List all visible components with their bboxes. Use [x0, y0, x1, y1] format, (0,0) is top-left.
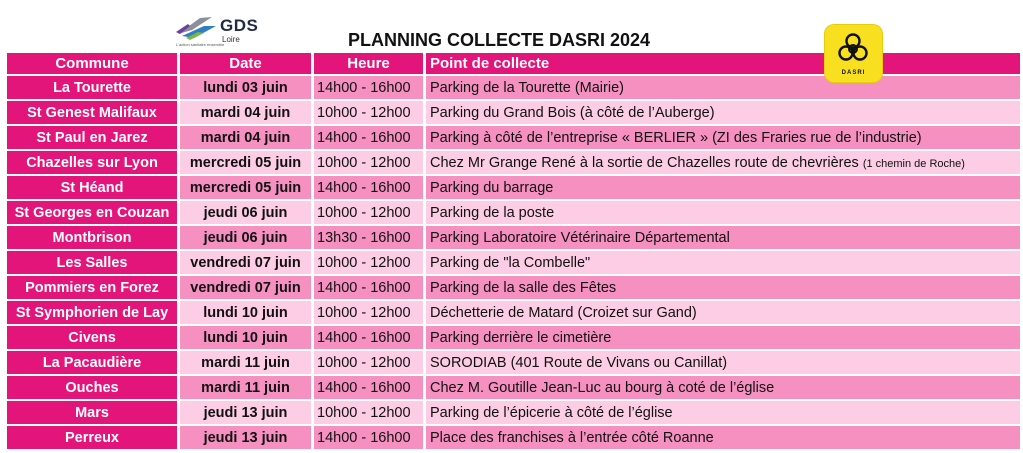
commune-cell: La Pacaudière [7, 351, 177, 374]
collection-point-cell [426, 76, 1020, 99]
collection-point-cell [426, 276, 1020, 299]
date-cell: lundi 10 juin [180, 326, 311, 349]
commune-cell: Pommiers en Forez [7, 276, 177, 299]
collection-schedule-table [4, 51, 1023, 451]
collection-point-cell [426, 301, 1020, 324]
commune-cell: St Héand [7, 176, 177, 199]
time-cell: 10h00 - 12h00 [314, 151, 423, 174]
logo-name: GDS [220, 16, 259, 35]
date-cell: mercredi 05 juin [180, 176, 311, 199]
table-row [7, 151, 1020, 174]
date-cell: jeudi 06 juin [180, 201, 311, 224]
commune-cell: Montbrison [7, 226, 177, 249]
badge-label: DASRI [841, 70, 866, 76]
page-title: PLANNING COLLECTE DASRI 2024 [348, 30, 651, 50]
table-row [7, 176, 1020, 199]
logo-subtitle: Loire [222, 35, 240, 44]
collection-point-cell [426, 426, 1020, 449]
collection-point-text: Parking de la salle des Fêtes [430, 279, 617, 296]
date-cell: vendredi 07 juin [180, 251, 311, 274]
time-cell: 14h00 - 16h00 [314, 326, 423, 349]
collection-point-cell [426, 226, 1020, 249]
table-row [7, 401, 1020, 424]
collection-point-text: Parking derrière le cimetière [430, 329, 612, 346]
gds-logo [172, 14, 272, 48]
collection-point-text: Parking à côté de l’entreprise « BERLIER » (ZI des Fraries rue de l’industrie) [430, 129, 922, 146]
table-row [7, 226, 1020, 249]
commune-cell: St Genest Malifaux [7, 101, 177, 124]
collection-point-cell [426, 151, 1020, 174]
collection-point-text: SORODIAB (401 Route de Vivans ou Canillat) [430, 354, 728, 371]
date-cell: lundi 10 juin [180, 301, 311, 324]
table-row [7, 201, 1020, 224]
table-row [7, 326, 1020, 349]
commune-cell: La Tourette [7, 76, 177, 99]
date-cell: mardi 04 juin [180, 126, 311, 149]
time-cell: 14h00 - 16h00 [314, 276, 423, 299]
commune-cell: Civens [7, 326, 177, 349]
time-cell: 14h00 - 16h00 [314, 426, 423, 449]
date-cell: mardi 11 juin [180, 376, 311, 399]
commune-cell: St Symphorien de Lay [7, 301, 177, 324]
date-cell: mardi 04 juin [180, 101, 311, 124]
collection-point-text: Chez M. Goutille Jean-Luc au bourg à coté de l’église [430, 379, 775, 396]
commune-cell: St Georges en Couzan [7, 201, 177, 224]
table-row [7, 101, 1020, 124]
collection-point-cell [426, 251, 1020, 274]
column-header-commune: Commune [7, 53, 177, 74]
time-cell: 10h00 - 12h00 [314, 401, 423, 424]
collection-point-text: Déchetterie de Matard (Croizet sur Gand) [430, 304, 697, 321]
commune-cell: Mars [7, 401, 177, 424]
collection-point-cell [426, 201, 1020, 224]
date-cell: jeudi 13 juin [180, 426, 311, 449]
collection-point-text: Parking de "la Combelle" [430, 254, 591, 271]
collection-point-text: Parking du Grand Bois (à côté de l’Auberge) [430, 104, 715, 121]
collection-point-cell [426, 401, 1020, 424]
logo-tagline: L'action sanitaire ensemble [176, 42, 225, 47]
collection-point-cell [426, 126, 1020, 149]
collection-point-note: (1 chemin de Roche) [862, 157, 965, 170]
collection-point-text: Parking de la Tourette (Mairie) [430, 79, 624, 96]
table-row [7, 251, 1020, 274]
collection-point-text: Parking de l’épicerie à côté de l’église [430, 404, 673, 421]
collection-point-cell [426, 351, 1020, 374]
commune-cell: Ouches [7, 376, 177, 399]
date-cell: mercredi 05 juin [180, 151, 311, 174]
gds-swoosh-icon [174, 14, 220, 42]
collection-point-text: Parking Laboratoire Vétérinaire Départemental [430, 229, 730, 246]
collection-point-cell [426, 376, 1020, 399]
commune-cell: Perreux [7, 426, 177, 449]
collection-point-text: Parking de la poste [430, 204, 555, 221]
collection-point-text: Parking du barrage [430, 179, 554, 196]
table-row [7, 376, 1020, 399]
biohazard-icon [833, 31, 873, 65]
commune-cell: Chazelles sur Lyon [7, 151, 177, 174]
time-cell: 14h00 - 16h00 [314, 76, 423, 99]
column-header-point: Point de collecte [426, 53, 1020, 74]
time-cell: 10h00 - 12h00 [314, 101, 423, 124]
time-cell: 10h00 - 12h00 [314, 351, 423, 374]
table-row [7, 351, 1020, 374]
table-row [7, 126, 1020, 149]
date-cell: mardi 11 juin [180, 351, 311, 374]
collection-point-cell [426, 176, 1020, 199]
collection-point-cell [426, 101, 1020, 124]
time-cell: 13h30 - 16h00 [314, 226, 423, 249]
column-header-date: Date [180, 53, 311, 74]
table-row [7, 426, 1020, 449]
commune-cell: Les Salles [7, 251, 177, 274]
column-header-heure: Heure [314, 53, 423, 74]
time-cell: 14h00 - 16h00 [314, 176, 423, 199]
date-cell: jeudi 13 juin [180, 401, 311, 424]
time-cell: 14h00 - 16h00 [314, 126, 423, 149]
date-cell: jeudi 06 juin [180, 226, 311, 249]
table-row [7, 301, 1020, 324]
time-cell: 10h00 - 12h00 [314, 251, 423, 274]
date-cell: lundi 03 juin [180, 76, 311, 99]
collection-point-cell [426, 326, 1020, 349]
dasri-badge [825, 25, 882, 82]
table-row [7, 276, 1020, 299]
time-cell: 14h00 - 16h00 [314, 376, 423, 399]
collection-point-text: Place des franchises à l’entrée côté Roanne [430, 429, 714, 446]
commune-cell: St Paul en Jarez [7, 126, 177, 149]
time-cell: 10h00 - 12h00 [314, 201, 423, 224]
collection-point-text: Chez Mr Grange René à la sortie de Chazelles route de chevrières [430, 154, 859, 171]
time-cell: 10h00 - 12h00 [314, 301, 423, 324]
date-cell: vendredi 07 juin [180, 276, 311, 299]
